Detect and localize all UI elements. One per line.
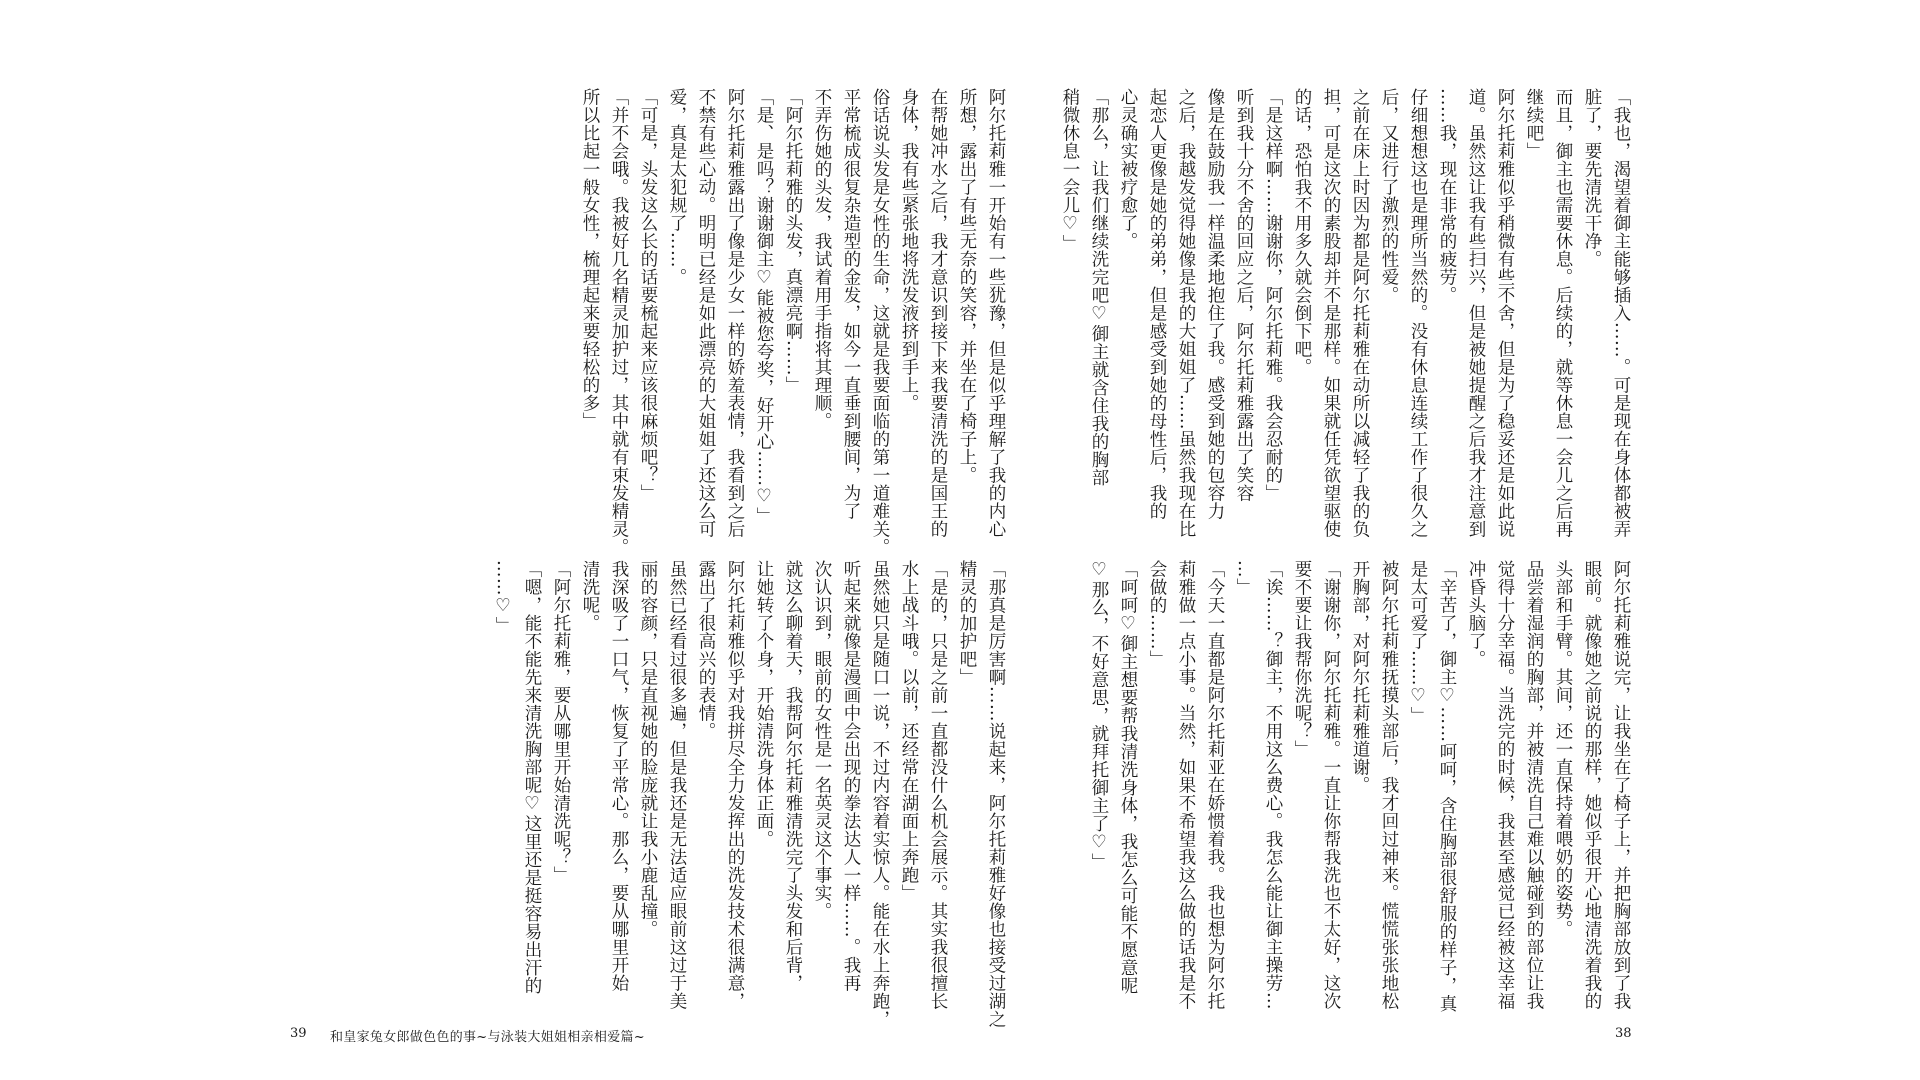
left-page-bottom-text xyxy=(380,560,1010,1028)
text-column: 「今天一直都是阿尔托莉亚在娇惯着我。我也想为阿尔托 xyxy=(1205,560,1225,1010)
text-column: ……♡」 xyxy=(493,560,513,635)
text-column: 被阿尔托莉雅抚摸头部后，我才回过神来。慌慌张张地松 xyxy=(1379,560,1399,1010)
text-column: 起恋人更像是她的弟弟，但是感受到她的母性后，我的 xyxy=(1147,88,1167,520)
text-column: …」 xyxy=(1234,560,1254,596)
text-column: 「诶……？御主，不用这么费心。我怎么能让御主操劳… xyxy=(1263,560,1283,1010)
left-page-number: 39 xyxy=(290,1026,307,1041)
text-column: 阿尔托莉雅似乎对我拼尽全力发挥出的洗发技术很满意， xyxy=(725,560,745,1010)
text-column: 水上战斗哦。以前，还经常在湖面上奔跑」 xyxy=(899,560,919,902)
text-column: 「那真是厉害啊……说起来，阿尔托莉雅好像也接受过湖之 xyxy=(986,560,1006,1028)
text-column: 听到我十分不舍的回应之后，阿尔托莉雅露出了笑容 xyxy=(1234,88,1254,502)
text-column: ♡那么，不好意思，就拜托御主了♡」 xyxy=(1089,560,1109,871)
running-title: 和皇家兔女郎做色色的事~与泳装大姐姐相亲相爱篇~ xyxy=(330,1030,645,1045)
text-column: 爱，真是太犯规了……。 xyxy=(667,88,687,286)
text-column: 「阿尔托莉雅，要从哪里开始清洗呢？」 xyxy=(551,560,571,884)
text-column: 次认识到，眼前的女性是一名英灵这个事实。 xyxy=(812,560,832,920)
text-column: 阿尔托莉雅一开始有一些犹豫，但是似乎理解了我的内心 xyxy=(986,88,1006,538)
text-column: 阿尔托莉雅说完，让我坐在了椅子上，并把胸部放到了我 xyxy=(1611,560,1631,1010)
text-column: 品尝着湿润的胸部，并被清洗自己难以触碰到的部位让我 xyxy=(1524,560,1544,1010)
text-column: 就这么聊着天，我帮阿尔托莉雅清洗完了头发和后背， xyxy=(783,560,803,992)
text-column: 稍微休息一会儿♡」 xyxy=(1060,88,1080,253)
text-column: 的话，恐怕我不用多久就会倒下吧。 xyxy=(1292,88,1312,376)
text-column: 「是、是吗？谢谢御主♡能被您夸奖，好开心……♡」 xyxy=(754,88,774,525)
text-column: 不弄伤她的头发，我试着用手指将其理顺。 xyxy=(812,88,832,430)
text-column: 我深吸了一口气，恢复了平常心。那么，要从哪里开始 xyxy=(609,560,629,992)
text-column: 「阿尔托莉雅的头发，真漂亮啊……」 xyxy=(783,88,803,394)
text-column: 之前在床上时因为都是阿尔托莉雅在动所以减轻了我的负 xyxy=(1350,88,1370,538)
text-column: 头部和手臂。其间，还一直保持着喂奶的姿势。 xyxy=(1553,560,1573,938)
left-page-top-text xyxy=(460,88,1010,556)
text-column: 开胸部，对阿尔托莉雅道谢。 xyxy=(1350,560,1370,794)
text-column: ……我，现在非常的疲劳。 xyxy=(1437,88,1457,304)
text-column: 听起来就像是漫画中会出现的拳法达人一样……。我再 xyxy=(841,560,861,992)
text-column: 身体，我有些紧张地将洗发液挤到手上。 xyxy=(899,88,919,412)
right-page-bottom-text xyxy=(1085,560,1635,1013)
text-column: 虽然已经看过很多遍，但是我还是无法适应眼前这过于美 xyxy=(667,560,687,1010)
text-column: 不禁有些心动。明明已经是如此漂亮的大姐姐了还这么可 xyxy=(696,88,716,538)
text-column: 担，可是这次的素股却并不是那样。如果就任凭欲望驱使 xyxy=(1321,88,1341,538)
text-column: 要不要让我帮你洗呢？」 xyxy=(1292,560,1312,758)
text-column: 「可是，头发这么长的话要梳起来应该很麻烦吧？」 xyxy=(638,88,658,502)
text-column: 之后，我越发觉得她像是我的大姐姐了……虽然我现在比 xyxy=(1176,88,1196,538)
text-column: 「并不会哦。我被好几名精灵加护过，其中就有束发精灵。 xyxy=(609,88,629,556)
text-column: 平常梳成很复杂造型的金发，如今一直垂到腰间，为了 xyxy=(841,88,861,520)
text-column: 会做的……」 xyxy=(1147,560,1167,668)
text-column: 觉得十分幸福。当洗完的时候，我甚至感觉已经被这幸福 xyxy=(1495,560,1515,1010)
text-column: 脏了，要先清洗干净。 xyxy=(1582,88,1602,268)
text-column: 「是这样啊……谢谢你，阿尔托莉雅。我会忍耐的」 xyxy=(1263,88,1283,502)
text-column: 仔细想想这也是理所当然的。没有休息连续工作了很久之 xyxy=(1408,88,1428,538)
text-column: 「谢谢你，阿尔托莉雅。一直让你帮我洗也不太好，这次 xyxy=(1321,560,1341,1010)
text-column: 「呵呵♡御主想要帮我清洗身体，我怎么可能不愿意呢 xyxy=(1118,560,1138,995)
text-column: 虽然她只是随口一说，不过内容着实惊人。能在水上奔跑， xyxy=(870,560,890,1028)
text-column: 像是在鼓励我一样温柔地抱住了我。感受到她的包容力 xyxy=(1205,88,1225,520)
text-column: 露出了很高兴的表情。 xyxy=(696,560,716,740)
text-column: 俗话说头发是女性的生命，这就是我要面临的第一道难关。 xyxy=(870,88,890,556)
text-column: 后，又进行了激烈的性爱。 xyxy=(1379,88,1399,304)
text-column: 「那么，让我们继续洗完吧♡御主就含住我的胸部 xyxy=(1089,88,1109,487)
text-column: 是太可爱了……♡」 xyxy=(1408,560,1428,725)
text-column: 让她转了个身，开始清洗身体正面。 xyxy=(754,560,774,848)
text-column: 在帮她冲水之后，我才意识到接下来我要清洗的是国王的 xyxy=(928,88,948,538)
text-column: 「辛苦了，御主♡……呵呵，含住胸部很舒服的样子，真 xyxy=(1437,560,1457,1013)
text-column: 精灵的加护吧」 xyxy=(957,560,977,686)
text-column: 「我也，渴望着御主能够插入……。可是现在身体都被弄 xyxy=(1611,88,1631,538)
text-column: 莉雅做一点小事。当然，如果不希望我这么做的话我是不 xyxy=(1176,560,1196,1010)
text-column: 道。虽然这让我有些扫兴，但是被她提醒之后我才注意到 xyxy=(1466,88,1486,538)
text-column: 阿尔托莉雅露出了像是少女一样的娇羞表情，我看到之后 xyxy=(725,88,745,538)
text-column: 清洗呢。 xyxy=(580,560,600,632)
text-column: 阿尔托莉雅似乎稍微有些不舍，但是为了稳妥还是如此说 xyxy=(1495,88,1515,538)
text-column: 眼前。就像她之前说的那样，她似乎很开心地清洗着我的 xyxy=(1582,560,1602,1010)
text-column: 所想，露出了有些无奈的笑容，并坐在了椅子上。 xyxy=(957,88,977,484)
text-column: 心灵确实被疗愈了。 xyxy=(1118,88,1138,250)
text-column: 「嗯，能不能先来清洗胸部呢♡这里还是挺容易出汗的 xyxy=(522,560,542,995)
text-column: 冲昏头脑了。 xyxy=(1466,560,1486,668)
right-page-number: 38 xyxy=(1615,1026,1632,1041)
text-column: 而且，御主也需要休息。后续的，就等休息一会儿之后再 xyxy=(1553,88,1573,538)
text-column: 丽的容颜，只是直视她的脸庞就让我小鹿乱撞。 xyxy=(638,560,658,938)
text-column: 「是的，只是之前一直都没什么机会展示。其实我很擅长 xyxy=(928,560,948,1010)
text-column: 继续吧」 xyxy=(1524,88,1544,160)
text-column: 所以比起一般女性，梳理起来要轻松的多」 xyxy=(580,88,600,430)
right-page-top-text xyxy=(1060,88,1635,538)
